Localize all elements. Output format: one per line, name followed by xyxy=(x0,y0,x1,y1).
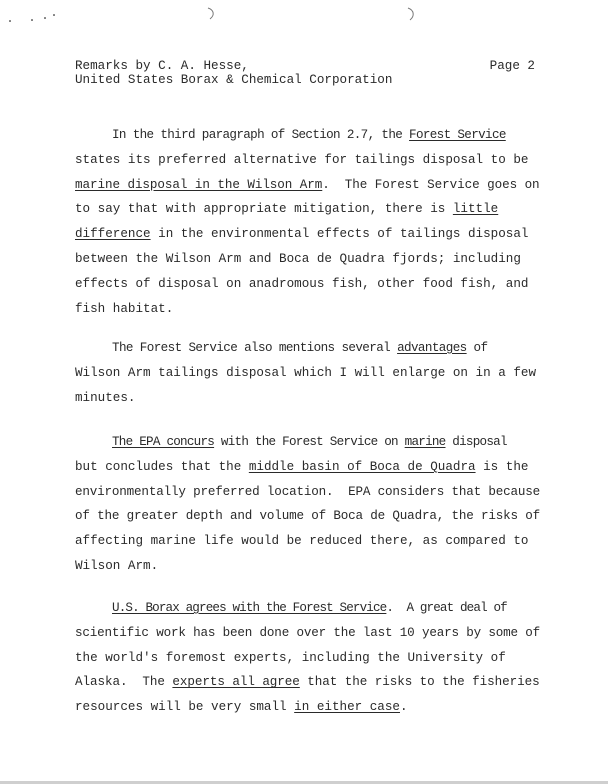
scan-speck xyxy=(53,14,55,16)
text-line: fish habitat. xyxy=(75,301,174,316)
text-line: difference in the environmental effects of tailings disposal xyxy=(75,227,529,242)
text-line: to say that with appropriate mitigation, there is little xyxy=(75,202,499,217)
text-line: U.S. Borax agrees with the Forest Service. A great deal of xyxy=(112,601,507,615)
text-line: states its preferred alternative for tailings disposal to be xyxy=(75,152,529,167)
underlined-phrase: experts all agree xyxy=(172,675,300,690)
text-line: Wilson Arm. xyxy=(75,558,159,573)
scan-mark xyxy=(405,6,419,22)
text-line: In the third paragraph of Section 2.7, the Forest Service xyxy=(112,128,506,142)
text-line: effects of disposal on anadromous fish, other food fish, and xyxy=(75,276,529,291)
paragraph-4 xyxy=(75,596,540,720)
page-number: Page 2 xyxy=(489,59,535,73)
paragraph-3 xyxy=(75,430,540,579)
underlined-phrase: in either case xyxy=(294,700,400,715)
text-line: between the Wilson Arm and Boca de Quadra fjords; including xyxy=(75,251,521,266)
text-line: affecting marine life would be reduced there, as compared to xyxy=(75,534,529,549)
text-line: but concludes that the middle basin of Boca de Quadra is the xyxy=(75,459,529,474)
underlined-phrase: The EPA concurs xyxy=(112,435,215,449)
underlined-phrase: little xyxy=(452,202,499,217)
company-line: United States Borax & Chemical Corporation xyxy=(75,73,393,87)
scan-speck xyxy=(9,20,11,22)
text-line: scientific work has been done over the last 10 years by some of xyxy=(75,625,541,640)
underlined-phrase: middle basin of Boca de Quadra xyxy=(248,459,476,474)
paragraph-2 xyxy=(75,336,540,410)
speaker-line: Remarks by C. A. Hesse, xyxy=(75,59,249,73)
underlined-phrase: marine disposal in the Wilson Arm xyxy=(75,177,323,192)
underlined-phrase: difference xyxy=(75,227,151,242)
scan-speck xyxy=(31,19,33,21)
underlined-phrase: advantages xyxy=(397,341,467,355)
scan-speck xyxy=(44,17,46,19)
underlined-phrase: Forest Service xyxy=(409,128,506,142)
text-line: The EPA concurs with the Forest Service on marine disposal xyxy=(112,435,507,449)
paragraph-1 xyxy=(75,123,540,321)
underlined-phrase: U.S. Borax agrees with the Forest Service xyxy=(112,601,387,615)
underlined-phrase: marine xyxy=(404,435,446,449)
text-line: environmentally preferred location. EPA considers that because xyxy=(75,484,541,499)
letterhead xyxy=(75,59,535,87)
text-line: Wilson Arm tailings disposal which I will enlarge on in a few xyxy=(75,365,537,380)
text-line: the world's foremost experts, including the University of xyxy=(75,650,506,665)
text-line: of the greater depth and volume of Boca de Quadra, the risks of xyxy=(75,509,541,524)
text-line: minutes. xyxy=(75,390,136,405)
text-line: The Forest Service also mentions several advantages of xyxy=(112,341,488,355)
scan-mark xyxy=(205,6,219,20)
text-line: resources will be very small in either case. xyxy=(75,700,408,715)
text-line: Alaska. The experts all agree that the risks to the fisheries xyxy=(75,675,540,690)
text-line: marine disposal in the Wilson Arm. The Forest Service goes on xyxy=(75,177,540,192)
